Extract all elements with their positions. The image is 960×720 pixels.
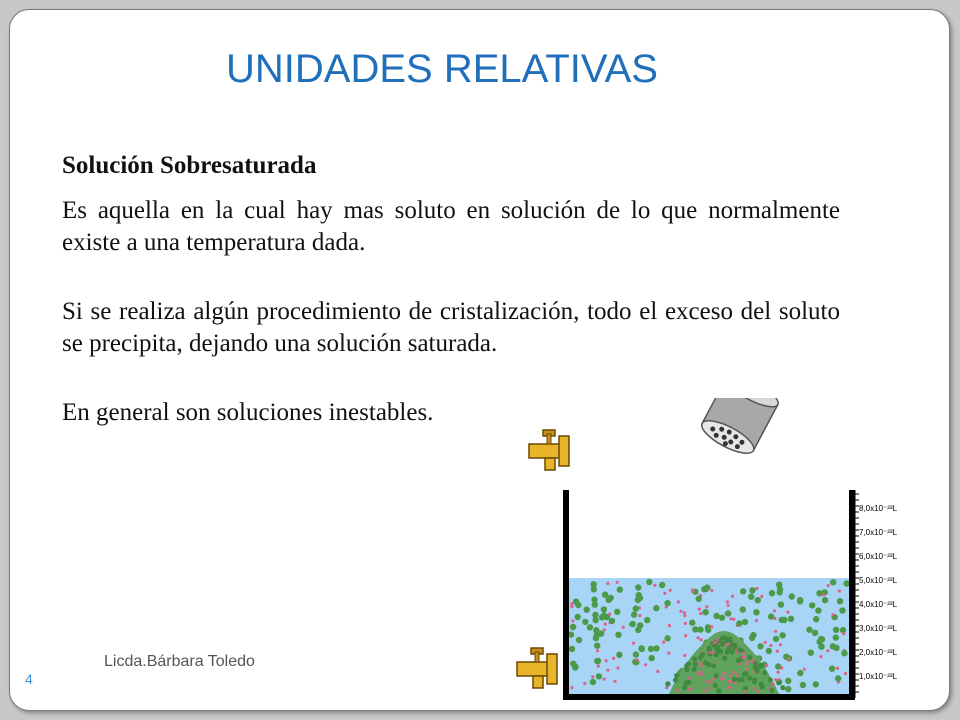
ion-particle [596, 649, 599, 652]
solute-particle [813, 616, 819, 622]
precipitate-particle [673, 678, 678, 683]
scale-label-10: 1,0x10⁻²³L [859, 672, 898, 681]
solute-particle [659, 582, 665, 588]
precipitate-particle [780, 685, 785, 690]
solute-particle [740, 588, 746, 594]
precipitate-particle [712, 651, 715, 654]
precipitate-particle [700, 652, 705, 657]
lower-faucet-icon [517, 648, 557, 688]
ion-particle [819, 655, 822, 658]
ion-particle [831, 613, 834, 616]
ion-particle [638, 614, 641, 617]
precipitate-particle [728, 680, 731, 683]
precipitate-particle [720, 642, 725, 647]
ion-particle [760, 595, 763, 598]
ion-particle [616, 581, 619, 584]
scale-label-40: 4,0x10⁻²³L [859, 600, 898, 609]
precipitate-particle [725, 649, 730, 654]
ion-particle [727, 604, 730, 607]
precipitate-particle [723, 672, 726, 675]
solute-particle [702, 609, 708, 615]
precipitate-particle [721, 636, 726, 641]
paragraph-unstable: En general son soluciones inestables. [62, 399, 434, 426]
solute-particle [757, 643, 763, 649]
solute-particle [637, 622, 643, 628]
slide-title: UNIDADES RELATIVAS [226, 47, 658, 91]
precipitate-particle [727, 642, 730, 645]
precipitate-particle [706, 680, 709, 683]
ion-particle [583, 682, 586, 685]
solute-particle [664, 635, 670, 641]
precipitate-particle [686, 661, 691, 666]
solute-particle [594, 643, 600, 649]
ion-particle [838, 589, 841, 592]
precipitate-particle [753, 687, 756, 690]
solute-particle [569, 646, 575, 652]
precipitate-particle [715, 648, 720, 653]
solute-particle [742, 619, 748, 625]
ion-particle [613, 680, 616, 683]
ion-particle [774, 630, 777, 633]
precipitate-particle [776, 680, 781, 685]
precipitate-particle [758, 664, 763, 669]
solute-particle [609, 618, 615, 624]
precipitate-particle [714, 673, 719, 678]
precipitate-particle [741, 656, 744, 659]
precipitate-particle [711, 663, 716, 668]
solute-particle [719, 615, 725, 621]
ion-particle [570, 605, 573, 608]
solute-particle [812, 630, 818, 636]
precipitate-particle [682, 685, 687, 690]
precipitate-particle [698, 662, 701, 665]
ion-particle [822, 593, 825, 596]
precipitate-particle [745, 662, 748, 665]
page-number: 4 [25, 671, 33, 687]
precipitate-particle [752, 677, 757, 682]
ion-particle [779, 643, 782, 646]
ion-particle [605, 659, 608, 662]
precipitate-particle [747, 655, 752, 660]
solute-particle [785, 678, 791, 684]
ion-particle [710, 589, 713, 592]
solute-particle [587, 624, 593, 630]
solute-particle [608, 595, 614, 601]
ion-particle [684, 634, 687, 637]
solute-particle [778, 601, 784, 607]
solute-particle [841, 650, 847, 656]
solute-particle [813, 681, 819, 687]
ion-particle [669, 589, 672, 592]
solute-particle [773, 636, 779, 642]
solute-particle [576, 637, 582, 643]
precipitate-particle [753, 661, 758, 666]
precipitate-particle [676, 689, 679, 692]
solute-particle [749, 635, 755, 641]
precipitate-particle [754, 668, 759, 673]
precipitate-particle [689, 687, 692, 690]
precipitate-particle [772, 683, 775, 686]
upper-faucet-icon [529, 430, 569, 470]
ion-particle [636, 658, 639, 661]
precipitate-particle [756, 690, 759, 693]
solute-particle [644, 617, 650, 623]
solute-particle [689, 620, 695, 626]
precipitate-particle [700, 664, 703, 667]
ion-particle [683, 654, 686, 657]
solute-particle [797, 670, 803, 676]
ion-particle [603, 678, 606, 681]
solute-particle [713, 613, 719, 619]
solute-particle [601, 612, 607, 618]
ion-particle [632, 642, 635, 645]
solute-particle [591, 586, 597, 592]
shaker-icon [697, 398, 782, 459]
ion-particle [755, 619, 758, 622]
precipitate-particle [712, 678, 715, 681]
solute-particle [755, 597, 761, 603]
ion-particle [777, 671, 780, 674]
ion-particle [691, 589, 694, 592]
ion-particle [826, 649, 829, 652]
solute-particle [808, 650, 814, 656]
precipitate-particle [769, 688, 774, 693]
ion-particle [683, 614, 686, 617]
solute-particle [837, 598, 843, 604]
ion-particle [780, 666, 783, 669]
ion-particle [827, 584, 830, 587]
ion-particle [662, 641, 665, 644]
footer-author: Licda.Bárbara Toledo [104, 653, 255, 670]
solute-particle [829, 666, 835, 672]
precipitate-particle [732, 671, 735, 674]
solute-particle [843, 580, 849, 586]
solute-particle [617, 586, 623, 592]
scale-label-70: 7,0x10⁻²³L [859, 528, 898, 537]
ion-particle [836, 667, 839, 670]
solute-particle [835, 675, 841, 681]
precipitate-particle [684, 667, 689, 672]
precipitate-particle [697, 672, 700, 675]
solute-particle [653, 605, 659, 611]
ion-particle [729, 617, 732, 620]
solute-particle [748, 594, 754, 600]
precipitate-particle [716, 688, 721, 693]
ion-particle [679, 610, 682, 613]
precipitate-particle [735, 674, 738, 677]
precipitate-particle [747, 676, 752, 681]
solute-particle [785, 686, 791, 692]
solute-particle [614, 609, 620, 615]
solute-particle [637, 595, 643, 601]
precipitate-particle [674, 673, 679, 678]
precipitate-particle [722, 656, 727, 661]
volume-scale [855, 490, 898, 698]
solute-particle [590, 679, 596, 685]
ion-particle [622, 626, 625, 629]
illustration-svg [509, 398, 915, 710]
solute-particle [740, 606, 746, 612]
ion-particle [668, 624, 671, 627]
solute-particle [797, 598, 803, 604]
ion-particle [663, 592, 666, 595]
solute-particle [633, 651, 639, 657]
ion-particle [844, 672, 847, 675]
ion-particle [616, 666, 619, 669]
ion-particle [731, 595, 734, 598]
precipitate-particle [709, 651, 712, 654]
solute-particle [629, 621, 635, 627]
scale-label-50: 5,0x10⁻²³L [859, 576, 898, 585]
precipitate-particle [732, 644, 737, 649]
scale-label-20: 2,0x10⁻²³L [859, 648, 898, 657]
solute-particle [615, 632, 621, 638]
precipitate-particle [739, 677, 744, 682]
precipitate-particle [706, 662, 711, 667]
ion-particle [597, 665, 600, 668]
ion-particle [732, 618, 735, 621]
solute-particle [815, 607, 821, 613]
ion-particle [698, 608, 701, 611]
solute-particle [753, 609, 759, 615]
precipitate-particle [728, 687, 731, 690]
precipitate-particle [743, 690, 746, 693]
ion-particle [656, 670, 659, 673]
paragraph-definition: Es aquella en la cual hay mas soluto en solución de lo que normalmente existe a una temperatura dada. [62, 197, 840, 256]
solute-particle [806, 627, 812, 633]
ion-particle [769, 644, 772, 647]
precipitate-particle [768, 677, 773, 682]
precipitate-particle [709, 681, 712, 684]
ion-particle [803, 668, 806, 671]
scale-label-80: 8,0x10⁻²³L [859, 504, 898, 513]
solute-particle [593, 632, 599, 638]
ion-particle [570, 686, 573, 689]
ion-particle [604, 623, 607, 626]
precipitate-particle [762, 670, 767, 675]
solute-particle [766, 648, 772, 654]
scale-label-60: 6,0x10⁻²³L [859, 552, 898, 561]
paragraph-crystallization: Si se realiza algún procedimiento de cristalización, todo el exceso del soluto se precipita, dejando una solución saturada. [62, 298, 840, 357]
precipitate-particle [742, 672, 747, 677]
solute-particle [653, 645, 659, 651]
ion-particle [603, 628, 606, 631]
ion-particle [606, 669, 609, 672]
solute-particle [769, 590, 775, 596]
slide-body [62, 150, 840, 429]
solute-particle [570, 624, 576, 630]
precipitate-particle [774, 678, 777, 681]
precipitate-particle [707, 687, 710, 690]
precipitate-particle [713, 683, 718, 688]
solute-particle [631, 611, 637, 617]
precipitate-particle [716, 639, 719, 642]
precipitate-particle [732, 677, 737, 682]
precipitate-particle [692, 656, 697, 661]
solute-particle [592, 602, 598, 608]
ion-particle [606, 582, 609, 585]
solute-particle [697, 626, 703, 632]
ion-particle [696, 636, 699, 639]
precipitate-particle [688, 677, 691, 680]
slide [9, 9, 950, 711]
precipitate-particle [729, 674, 732, 677]
solute-particle [639, 646, 645, 652]
solute-particle [777, 589, 783, 595]
precipitate-particle [692, 667, 697, 672]
ion-particle [644, 663, 647, 666]
solute-particle [633, 605, 639, 611]
ion-particle [683, 611, 686, 614]
precipitate-particle [759, 682, 764, 687]
solute-particle [584, 607, 590, 613]
ion-particle [571, 619, 574, 622]
scale-label-30: 3,0x10⁻²³L [859, 624, 898, 633]
ion-particle [776, 650, 779, 653]
ion-particle [726, 600, 729, 603]
solute-particle [822, 597, 828, 603]
solute-particle [595, 658, 601, 664]
ion-particle [765, 664, 768, 667]
solute-particle [646, 579, 652, 585]
solute-particle [833, 627, 839, 633]
solute-particle [664, 600, 670, 606]
precipitate-particle [736, 658, 741, 663]
precipitate-particle [700, 673, 703, 676]
ion-particle [710, 625, 713, 628]
solute-particle [749, 587, 755, 593]
solute-particle [596, 673, 602, 679]
solute-particle [809, 602, 815, 608]
solute-particle [830, 579, 836, 585]
precipitate-particle [707, 645, 712, 650]
precipitate-particle [693, 662, 698, 667]
ion-particle [842, 632, 845, 635]
ion-particle [653, 584, 656, 587]
solute-particle [768, 613, 774, 619]
precipitate-particle [704, 689, 707, 692]
solute-particle [582, 619, 588, 625]
solute-particle [701, 586, 707, 592]
section-subtitle: Solución Sobresaturada [62, 152, 317, 179]
solute-particle [830, 643, 836, 649]
ion-particle [755, 587, 758, 590]
solute-particle [776, 582, 782, 588]
solute-particle [572, 664, 578, 670]
ion-particle [699, 612, 702, 615]
solute-particle [696, 596, 702, 602]
precipitate-particle [684, 680, 689, 685]
supersaturation-illustration [509, 398, 915, 710]
solute-particle [779, 632, 785, 638]
solute-particle [616, 652, 622, 658]
precipitate-particle [745, 668, 748, 671]
ion-particle [700, 638, 703, 641]
precipitate-particle [665, 681, 670, 686]
ion-particle [705, 605, 708, 608]
ion-particle [684, 622, 687, 625]
ion-particle [764, 641, 767, 644]
ion-particle [612, 657, 615, 660]
solute-particle [649, 655, 655, 661]
solute-particle [833, 634, 839, 640]
precipitate-particle [727, 637, 732, 642]
solute-particle [800, 682, 806, 688]
solute-particle [648, 646, 654, 652]
ion-particle [677, 600, 680, 603]
ion-particle [591, 675, 594, 678]
ion-particle [773, 609, 776, 612]
solute-particle [736, 620, 742, 626]
solute-particle [788, 616, 794, 622]
ion-particle [667, 652, 670, 655]
solute-particle [575, 602, 581, 608]
precipitate-particle [737, 648, 742, 653]
solute-particle [789, 593, 795, 599]
solute-particle [602, 592, 608, 598]
solute-particle [839, 607, 845, 613]
precipitate-particle [742, 652, 745, 655]
solute-particle [725, 610, 731, 616]
ion-particle [787, 657, 790, 660]
solute-particle [779, 617, 785, 623]
solute-particle [593, 617, 599, 623]
ion-particle [608, 613, 611, 616]
precipitate-particle [720, 678, 723, 681]
solute-particle [601, 606, 607, 612]
solute-particle [635, 584, 641, 590]
solute-particle [817, 639, 823, 645]
solute-particle [575, 614, 581, 620]
ion-particle [786, 611, 789, 614]
